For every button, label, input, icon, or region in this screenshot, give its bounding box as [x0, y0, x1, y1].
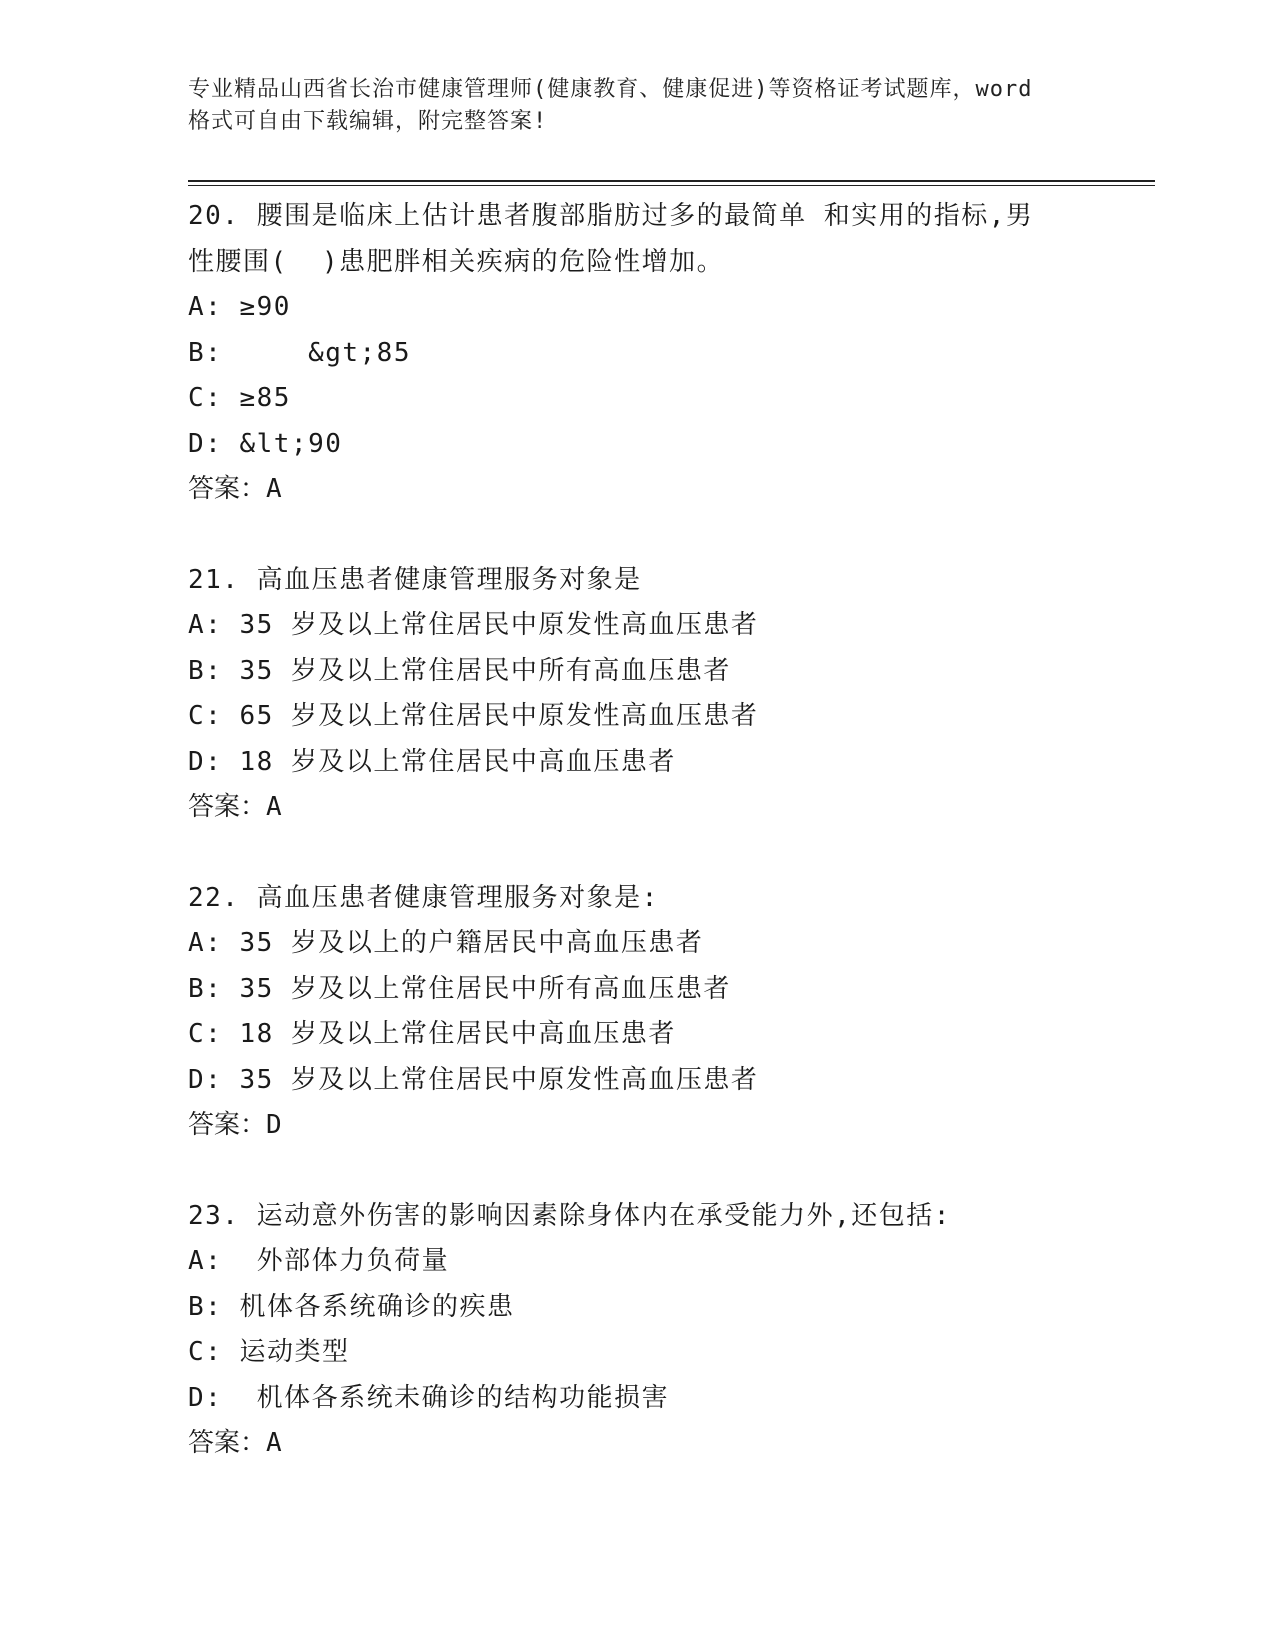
option-d: D: &lt;90: [188, 428, 343, 459]
answer-label: 答案：: [188, 1428, 267, 1458]
header-line-2: 格式可自由下载编辑，附完整答案!: [188, 109, 548, 134]
option-a: A: 外部体力负荷量: [188, 1246, 450, 1276]
question-21: [188, 557, 1148, 830]
option-b: B: 35 岁及以上常住居民中所有高血压患者: [188, 973, 731, 1004]
header-divider-thick: [188, 180, 1155, 182]
answer-line: [188, 785, 1148, 830]
answer-label: 答案：: [188, 1110, 267, 1140]
answer-label: 答案：: [188, 474, 267, 504]
option-a: A: 35 岁及以上常住居民中原发性高血压患者: [188, 610, 759, 640]
question-text: 23. 运动意外伤害的影响因素除身体内在承受能力外,还包括:: [188, 1201, 951, 1231]
question-text: 20. 腰围是临床上估计患者腹部脂肪过多的最简单 和实用的指标,男: [188, 201, 1034, 231]
answer-value: A: [266, 1428, 282, 1458]
question-text: 22. 高血压患者健康管理服务对象是:: [188, 883, 659, 913]
option-b: B: 机体各系统确诊的疾患: [188, 1291, 515, 1322]
question-text-continued: 性腰围( )患肥胖相关疾病的危险性增加。: [188, 247, 725, 277]
option-a: A: ≥90: [188, 292, 291, 322]
option-b: B: &gt;85: [188, 337, 411, 368]
answer-label: 答案：: [188, 792, 267, 822]
question-20: [188, 193, 1148, 512]
question-text: 21. 高血压患者健康管理服务对象是: [188, 565, 642, 595]
option-d: D: 机体各系统未确诊的结构功能损害: [188, 1382, 670, 1413]
question-23: [188, 1193, 1148, 1466]
document-header: [188, 74, 1088, 138]
option-b: B: 35 岁及以上常住居民中所有高血压患者: [188, 655, 731, 686]
option-c: C: ≥85: [188, 383, 291, 413]
option-a: A: 35 岁及以上的户籍居民中高血压患者: [188, 928, 704, 958]
answer-value: A: [266, 792, 282, 822]
answer-line: [188, 1103, 1148, 1148]
option-d: D: 18 岁及以上常住居民中高血压患者: [188, 746, 676, 777]
option-c: C: 65 岁及以上常住居民中原发性高血压患者: [188, 701, 759, 731]
option-d: D: 35 岁及以上常住居民中原发性高血压患者: [188, 1064, 759, 1095]
answer-value: A: [266, 474, 282, 504]
option-c: C: 18 岁及以上常住居民中高血压患者: [188, 1019, 676, 1049]
option-c: C: 运动类型: [188, 1337, 350, 1367]
question-list: [188, 193, 1148, 1511]
header-line-1: 专业精品山西省长治市健康管理师(健康教育、健康促进)等资格证考试题库，word: [188, 77, 1033, 102]
answer-line: [188, 467, 1148, 512]
question-22: [188, 875, 1148, 1148]
answer-line: [188, 1421, 1148, 1466]
header-divider-thin: [188, 185, 1155, 186]
answer-value: D: [266, 1110, 282, 1140]
